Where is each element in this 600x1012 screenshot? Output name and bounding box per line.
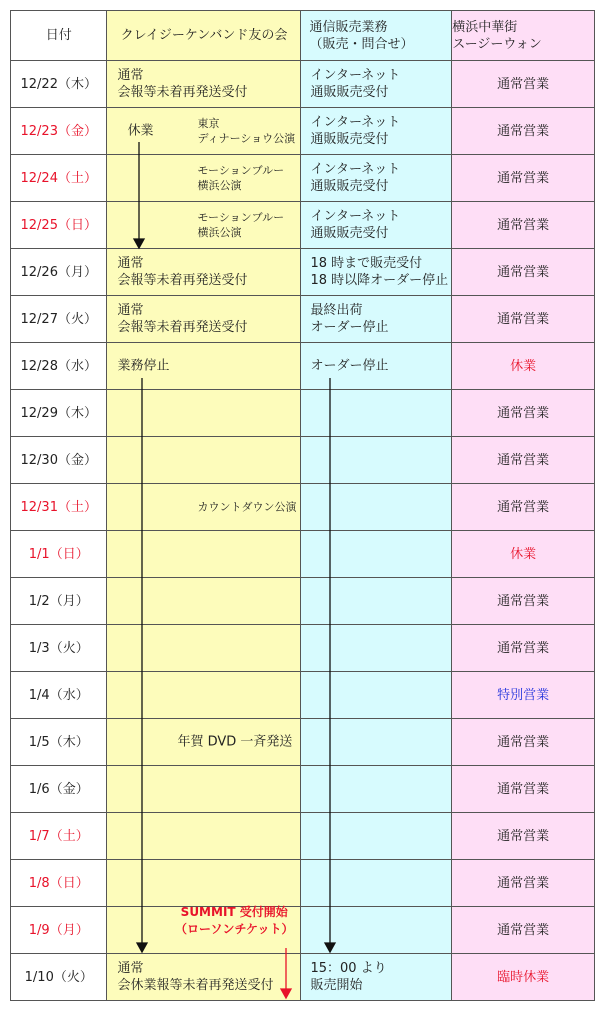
mail-text: オーダー停止: [310, 358, 389, 374]
mail-cell: [301, 813, 452, 860]
summit-note-line2: （ローソンチケット）: [175, 922, 294, 936]
club-text: 通常: [117, 256, 144, 271]
mail-cell: [301, 108, 452, 155]
shop-cell: 通常営業: [452, 437, 595, 484]
mail-text: 15：00 より: [310, 961, 387, 976]
date-cell: 12/29（木）: [11, 390, 107, 437]
club-cell: [107, 813, 301, 860]
club-cell: [107, 390, 301, 437]
header-shop: [452, 11, 595, 61]
club-cell: [107, 625, 301, 672]
club-text: 会報等未着再発送受付: [117, 85, 248, 100]
shop-cell: 休業: [452, 343, 595, 390]
date-cell: 12/24（土）: [11, 155, 107, 202]
mail-text: 18 時以降オーダー停止: [310, 273, 449, 288]
shop-cell: 通常営業: [452, 249, 595, 296]
header-mail-line2: （販売・問合せ）: [309, 36, 414, 52]
shop-cell: 通常営業: [452, 625, 595, 672]
date-cell: 12/27（火）: [11, 296, 107, 343]
mail-text: 通販販売受付: [310, 179, 389, 194]
shop-cell: 通常営業: [452, 202, 595, 249]
club-text: 通常: [117, 303, 144, 318]
club-cell: [107, 954, 301, 1001]
club-text: 会休業報等未着再発送受付: [117, 978, 274, 993]
club-cell: [107, 437, 301, 484]
shop-cell: 臨時休業: [452, 954, 595, 1001]
mail-text: 最終出荷: [310, 303, 363, 318]
date-cell: 1/6（金）: [11, 766, 107, 813]
club-text: 会報等未着再発送受付: [117, 320, 248, 335]
table-row: [11, 390, 595, 437]
summit-note: [175, 904, 293, 938]
club-cell: [107, 108, 301, 155]
event-text: 横浜公演: [197, 179, 242, 192]
date-cell: 12/23（金）: [11, 108, 107, 155]
club-cell: [107, 343, 301, 390]
date-cell: 12/28（水）: [11, 343, 107, 390]
table-row: [11, 766, 595, 813]
mail-text: 通販販売受付: [310, 85, 389, 100]
table-row: [11, 672, 595, 719]
header-shop-line2: スージーウォン: [452, 36, 542, 52]
table-row: [11, 437, 595, 484]
shop-cell: 通常営業: [452, 484, 595, 531]
shop-cell: 通常営業: [452, 766, 595, 813]
mail-text: インターネット: [310, 68, 401, 83]
mail-cell: [301, 202, 452, 249]
mail-cell: [301, 390, 452, 437]
mail-text: 18 時まで販売受付: [310, 256, 423, 271]
mail-cell: [301, 954, 452, 1001]
club-cell: [107, 249, 301, 296]
mail-cell: [301, 578, 452, 625]
club-text: 通常: [117, 68, 144, 83]
table-row: [11, 860, 595, 907]
shop-cell: 通常営業: [452, 907, 595, 954]
mail-cell: [301, 343, 452, 390]
club-cell: [107, 578, 301, 625]
shop-cell: 休業: [452, 531, 595, 578]
table-row: [11, 108, 595, 155]
event-text: モーションブルー: [197, 164, 285, 177]
table-row: [11, 954, 595, 1001]
event-text: カウントダウン公演: [197, 500, 297, 514]
date-cell: 1/10（火）: [11, 954, 107, 1001]
club-cell: [107, 61, 301, 108]
date-cell: 1/3（火）: [11, 625, 107, 672]
event-text: モーションブルー: [197, 211, 285, 224]
mail-cell: [301, 766, 452, 813]
event-text: ディナーショウ公演: [197, 132, 296, 145]
header-mail-order: [301, 11, 452, 61]
table-row: [11, 484, 595, 531]
table-row: [11, 813, 595, 860]
club-cell: [107, 766, 301, 813]
mail-cell: [301, 625, 452, 672]
club-cell: [107, 484, 301, 531]
header-shop-line1: 横浜中華街: [452, 19, 518, 35]
date-cell: 1/8（日）: [11, 860, 107, 907]
club-text: 休業: [127, 123, 154, 139]
table-row: [11, 202, 595, 249]
table-row: [11, 296, 595, 343]
date-cell: 12/30（金）: [11, 437, 107, 484]
club-cell: [107, 719, 301, 766]
summit-note-line1: SUMMIT 受付開始: [180, 905, 288, 919]
header-row: [11, 11, 595, 61]
mail-cell: [301, 672, 452, 719]
table-row: [11, 343, 595, 390]
shop-cell: 通常営業: [452, 860, 595, 907]
shop-cell: 特別営業: [452, 672, 595, 719]
mail-cell: [301, 296, 452, 343]
mail-cell: [301, 155, 452, 202]
mail-cell: [301, 719, 452, 766]
mail-cell: [301, 907, 452, 954]
table-row: [11, 61, 595, 108]
shop-cell: 通常営業: [452, 390, 595, 437]
club-text: 通常: [117, 961, 144, 976]
mail-cell: [301, 249, 452, 296]
header-date: 日付: [11, 11, 107, 61]
shop-cell: 通常営業: [452, 108, 595, 155]
header-club: クレイジーケンバンド友の会: [107, 11, 301, 61]
shop-cell: 通常営業: [452, 155, 595, 202]
date-cell: 1/5（木）: [11, 719, 107, 766]
mail-cell: [301, 61, 452, 108]
date-cell: 1/7（土）: [11, 813, 107, 860]
date-cell: 12/26（月）: [11, 249, 107, 296]
club-text: 業務停止: [117, 358, 170, 374]
mail-cell: [301, 437, 452, 484]
event-text: 横浜公演: [197, 226, 242, 239]
mail-text: インターネット: [310, 115, 401, 130]
shop-cell: 通常営業: [452, 578, 595, 625]
date-cell: 1/1（日）: [11, 531, 107, 578]
table-row: [11, 155, 595, 202]
date-cell: 1/9（月）: [11, 907, 107, 954]
date-cell: 12/22（木）: [11, 61, 107, 108]
dvd-shipping-text: 年賀 DVD 一斉発送: [177, 734, 293, 750]
date-cell: 12/25（日）: [11, 202, 107, 249]
table-row: [11, 531, 595, 578]
mail-text: インターネット: [310, 209, 401, 224]
shop-cell: 通常営業: [452, 61, 595, 108]
table-row: [11, 578, 595, 625]
header-mail-line1: 通信販売業務: [309, 19, 388, 35]
shop-cell: 通常営業: [452, 719, 595, 766]
mail-text: 通販販売受付: [310, 226, 389, 241]
table-row: [11, 249, 595, 296]
table-row: [11, 907, 595, 954]
club-text: 会報等未着再発送受付: [117, 273, 248, 288]
mail-text: 販売開始: [310, 978, 363, 993]
club-cell: [107, 202, 301, 249]
club-cell: [107, 672, 301, 719]
date-cell: 1/2（月）: [11, 578, 107, 625]
club-cell: [107, 860, 301, 907]
table-row: [11, 625, 595, 672]
mail-text: 通販販売受付: [310, 132, 389, 147]
mail-text: インターネット: [310, 162, 401, 177]
shop-cell: 通常営業: [452, 813, 595, 860]
mail-cell: [301, 860, 452, 907]
date-cell: 12/31（土）: [11, 484, 107, 531]
event-text: 東京: [197, 117, 220, 130]
table-row: [11, 719, 595, 766]
shop-cell: 通常営業: [452, 296, 595, 343]
schedule-table: [10, 10, 595, 1001]
date-cell: 1/4（水）: [11, 672, 107, 719]
mail-cell: [301, 531, 452, 578]
club-cell: [107, 296, 301, 343]
club-cell: [107, 155, 301, 202]
mail-text: オーダー停止: [310, 320, 389, 335]
mail-cell: [301, 484, 452, 531]
club-cell: [107, 531, 301, 578]
